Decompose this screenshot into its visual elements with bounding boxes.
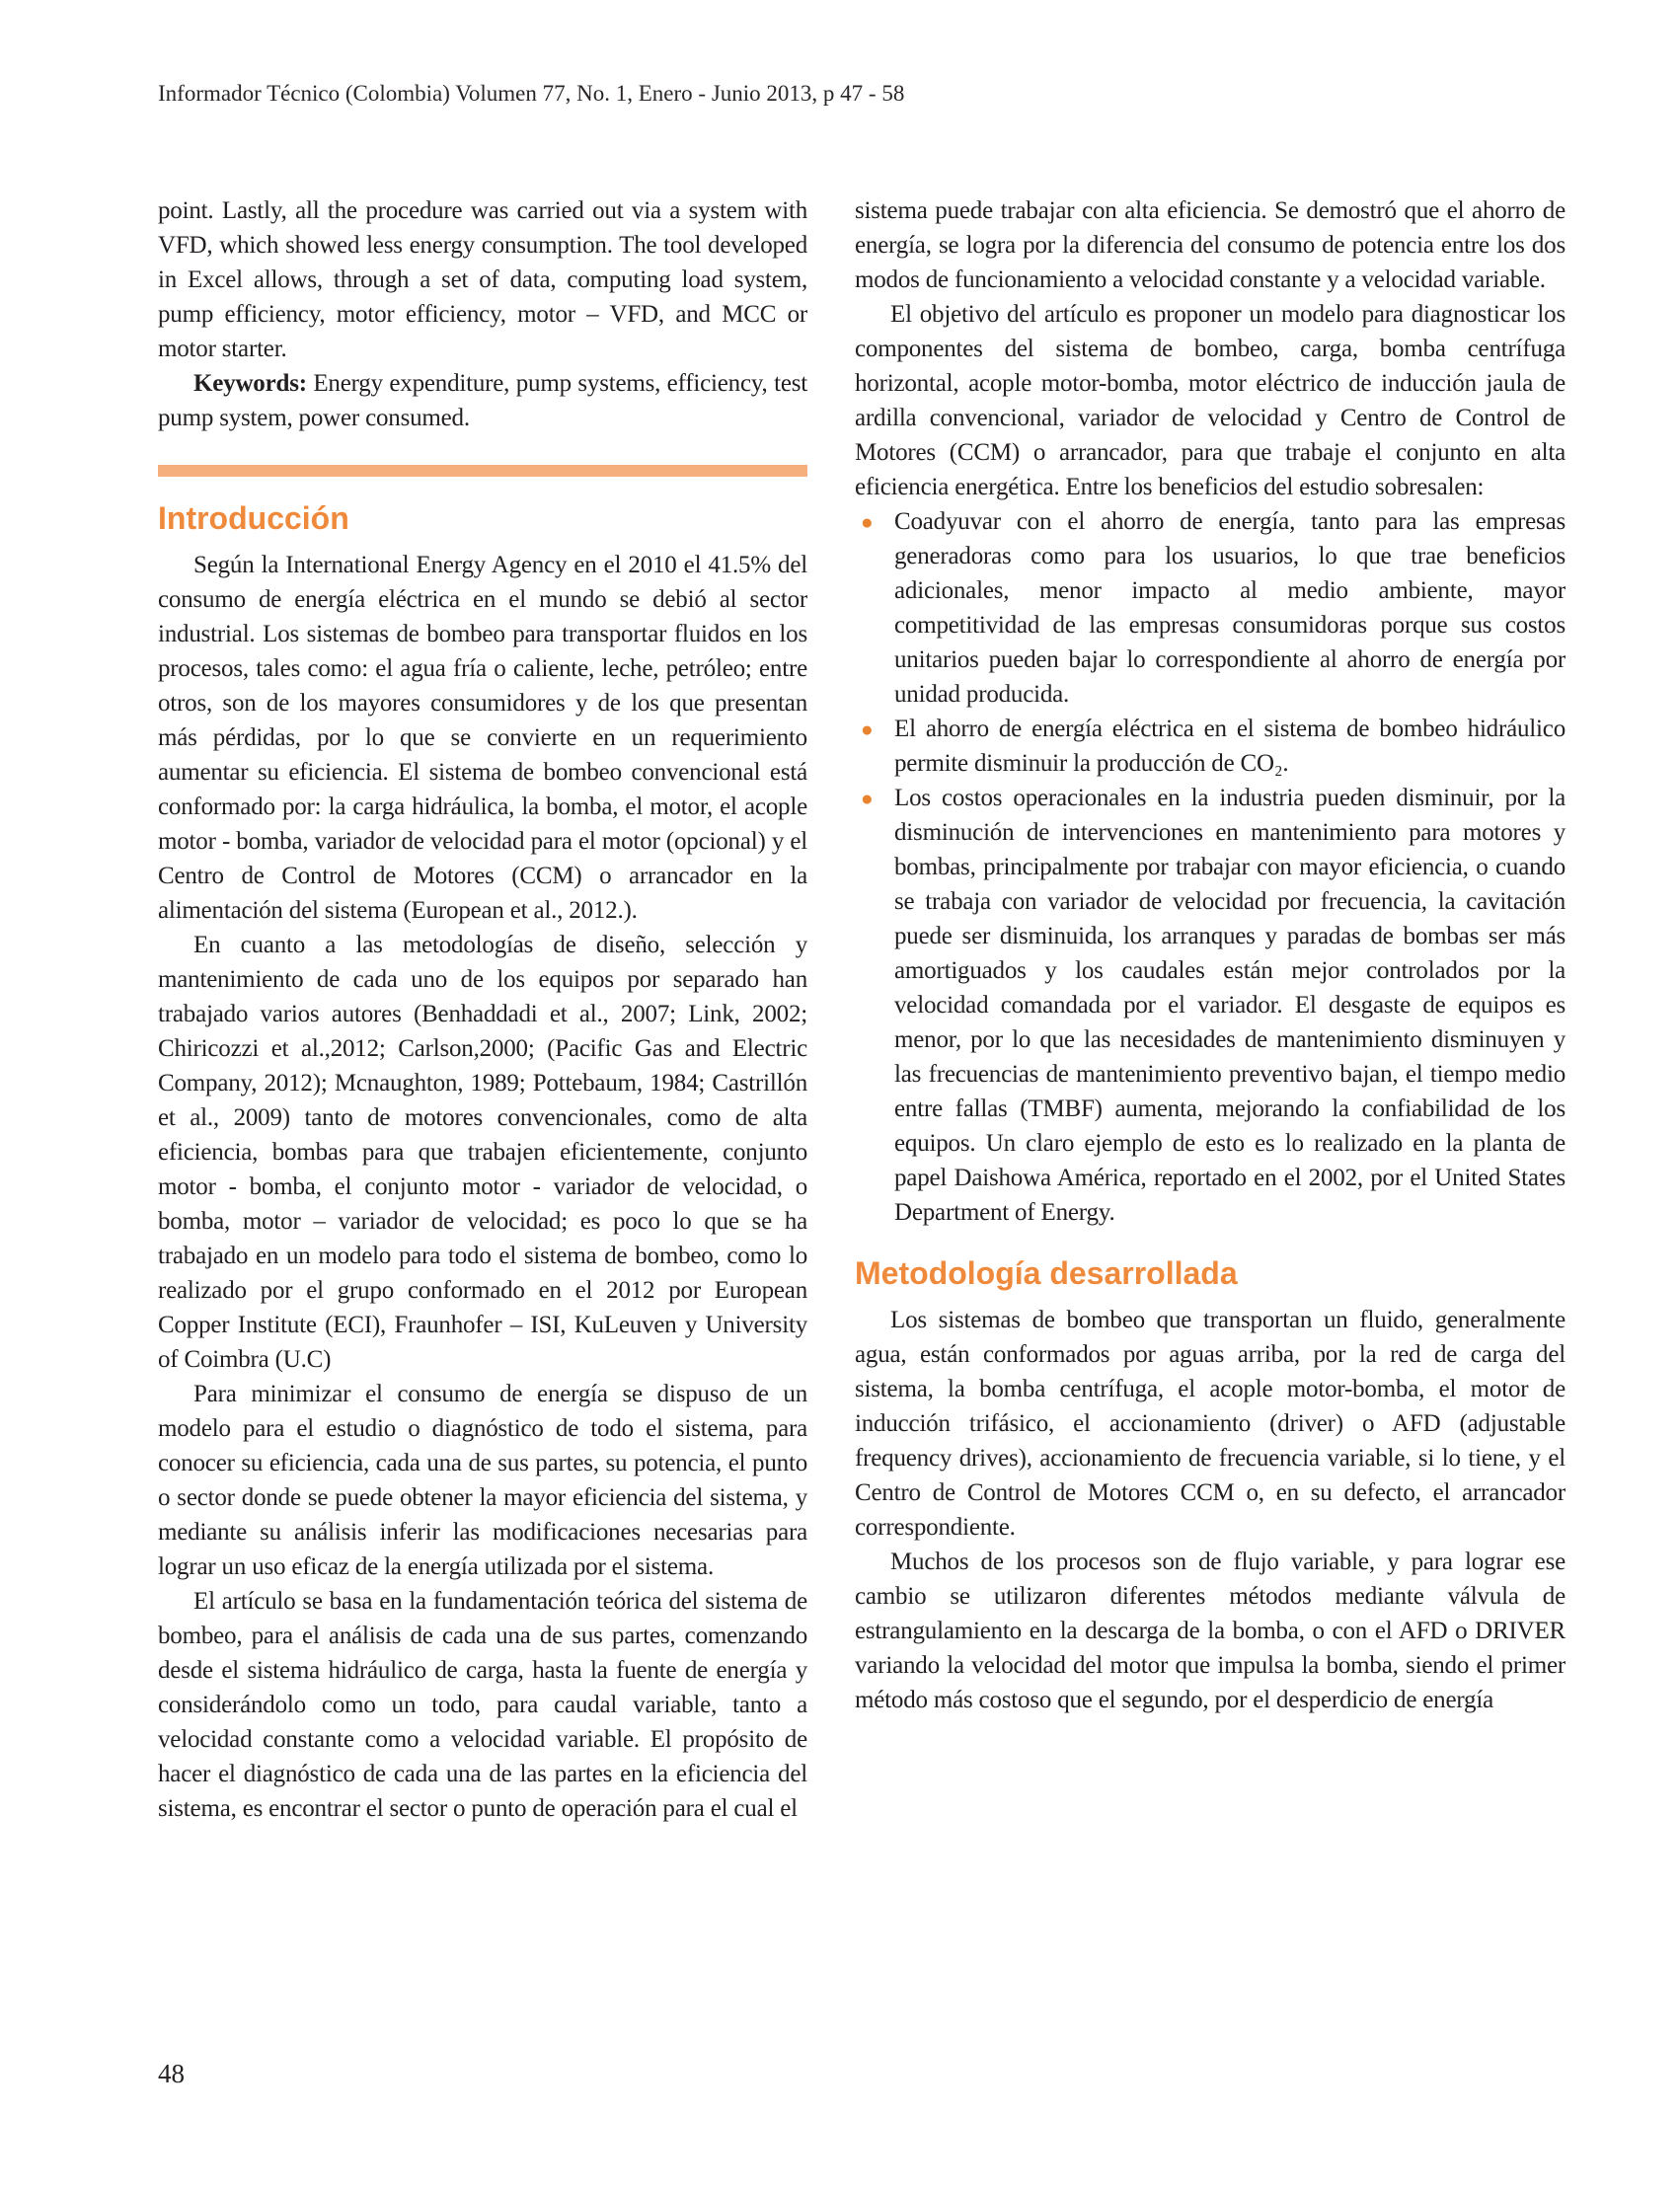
keywords-text: Energy expenditure, pump systems, efficiency, test pump system, power consumed. <box>158 370 807 431</box>
list-item <box>855 504 1565 712</box>
intro-paragraph: Para minimizar el consumo de energía se dispuso de un modelo para el estudio o diagnóstico de todo el sistema, para conocer su eficiencia, cada una de sus partes, su potencia, el punto o sector donde se puede obtener la mayor eficiencia del sistema, y mediante su análisis inferir las modificaciones necesarias para lograr un uso eficaz de la energía utilizada por el sistema. <box>158 1381 807 1580</box>
section-divider <box>158 465 807 477</box>
body-paragraph: El objetivo del artículo es proponer un modelo para diagnosticar los componentes del sistema de bombeo, carga, bomba centrífuga horizontal, acople motor-bomba, motor eléctrico de inducción jaula de ardilla convencional, variador de velocidad y Centro de Control de Motores (CCM) o arrancador, para que trabaje el conjunto en alta eficiencia energética. Entre los beneficios del estudio sobresalen: <box>855 301 1565 500</box>
page-number: 48 <box>158 2059 185 2088</box>
bullet-text: Los costos operacionales en la industria pueden disminuir, por la disminución de intervenciones en mantenimiento para motores y bombas, principalmente por trabajar con mayor eficiencia, o cuando se trabaja con variador de velocidad por frecuencia, la cavitación puede ser disminuida, los arranques y paradas de bombas ser más amortiguados y los caudales están mejor controlados por la velocidad comandada por el variador. El desgaste de equipos es menor, por lo que las necesidades de mantenimiento disminuyen y las frecuencias de mantenimiento preventivo bajan, el tiempo medio entre fallas (TMBF) aumenta, mejorando la confiabilidad de los equipos. Un claro ejemplo de esto es lo realizado en la planta de papel Daishowa América, reportado en el 2002, por el United States Department of Energy. <box>894 785 1565 1226</box>
bullet-icon: ● <box>861 510 874 534</box>
list-item <box>855 781 1565 1230</box>
bullet-text: Coadyuvar con el ahorro de energía, tanto para las empresas generadoras como para los usuarios, lo que trae beneficios adicionales, menor impacto al medio ambiente, mayor competitividad de las empresas consumidoras porque sus costos unitarios pueden bajar lo correspondiente al ahorro de energía por unidad producida. <box>894 508 1565 708</box>
methodology-paragraph: Muchos de los procesos son de flujo variable, y para lograr ese cambio se utilizaron diferentes métodos mediante válvula de estrangulamiento en la descarga de la bomba, o con el AFD o DRIVER variando la velocidad del motor que impulsa la bomba, siendo el primer método más costoso que el segundo, por el desperdicio de energía <box>855 1549 1565 1713</box>
left-column <box>158 193 807 1826</box>
right-column <box>855 193 1565 1717</box>
bullet-icon: ● <box>861 718 874 741</box>
abstract-tail-paragraph: point. Lastly, all the procedure was carried out via a system with VFD, which showed less energy consumption. The tool developed in Excel allows, through a set of data, computing load system, pump efficiency, motor efficiency, motor – VFD, and MCC or motor starter. <box>158 197 807 362</box>
methodology-heading: Metodología desarrollada <box>855 1255 1238 1291</box>
introduction-heading: Introducción <box>158 500 349 536</box>
keywords-paragraph <box>158 366 807 435</box>
intro-paragraph: En cuanto a las metodologías de diseño, selección y mantenimiento de cada uno de los equipos por separado han trabajado varios autores (Benhaddadi et al., 2007; Link, 2002; Chiricozzi et al.,2012; Carlson,2000; (Pacific Gas and Electric Company, 2012); Mcnaughton, 1989; Pottebaum, 1984; Castrillón et al., 2009) tanto de motores convencionales, como de alta eficiencia, bombas para que trabajen eficientemente, conjunto motor - bomba, el conjunto motor - variador de velocidad, o bomba, motor – variador de velocidad; es poco lo que se ha trabajado en un modelo para todo el sistema de bombeo, como lo realizado por el grupo conformado en el 2012 por European Copper Institute (ECI), Fraunhofer – ISI, KuLeuven y University of Coimbra (U.C) <box>158 932 807 1373</box>
methodology-paragraph: Los sistemas de bombeo que transportan un fluido, generalmente agua, están conformados por aguas arriba, por la red de carga del sistema, la bomba centrífuga, el acople motor-bomba, el motor de inducción trifásico, el accionamiento (driver) o AFD (adjustable frequency drives), accionamiento de frecuencia variable, si lo tiene, y el Centro de Control de Motores CCM o, en su defecto, el arrancador correspondiente. <box>855 1307 1565 1541</box>
intro-paragraph: Según la International Energy Agency en el 2010 el 41.5% del consumo de energía eléctrica en el mundo se debió al sector industrial. Los sistemas de bombeo para transportar fluidos en los procesos, tales como: el agua fría o caliente, leche, petróleo; entre otros, son de los mayores consumidores y de los que presentan más pérdidas, por lo que se convierte en un requerimiento aumentar su eficiencia. El sistema de bombeo convencional está conformado por: la carga hidráulica, la bomba, el motor, el acople motor - bomba, variador de velocidad para el motor (opcional) y el Centro de Control de Motores (CCM) o arrancador en la alimentación del sistema (European et al., 2012.). <box>158 552 807 924</box>
list-item <box>855 712 1565 781</box>
journal-header: Informador Técnico (Colombia) Volumen 77, No. 1, Enero - Junio 2013, p 47 - 58 <box>158 81 905 106</box>
benefits-bullet-list <box>855 504 1565 1230</box>
bullet-text: El ahorro de energía eléctrica en el sistema de bombeo hidráulico permite disminuir la producción de CO₂. <box>894 716 1565 777</box>
keywords-label: Keywords: <box>193 370 307 397</box>
bullet-icon: ● <box>861 787 874 810</box>
intro-paragraph: El artículo se basa en la fundamentación teórica del sistema de bombeo, para el análisis de cada una de sus partes, comenzando desde el sistema hidráulico de carga, hasta la fuente de energía y considerándolo como un todo, para caudal variable, tanto a velocidad constante como a velocidad variable. El propósito de hacer el diagnóstico de cada una de las partes en la eficiencia del sistema, es encontrar el sector o punto de operación para el cual el <box>158 1588 807 1822</box>
body-paragraph: sistema puede trabajar con alta eficiencia. Se demostró que el ahorro de energía, se logra por la diferencia del consumo de potencia entre los dos modos de funcionamiento a velocidad constante y a velocidad variable. <box>855 197 1565 293</box>
